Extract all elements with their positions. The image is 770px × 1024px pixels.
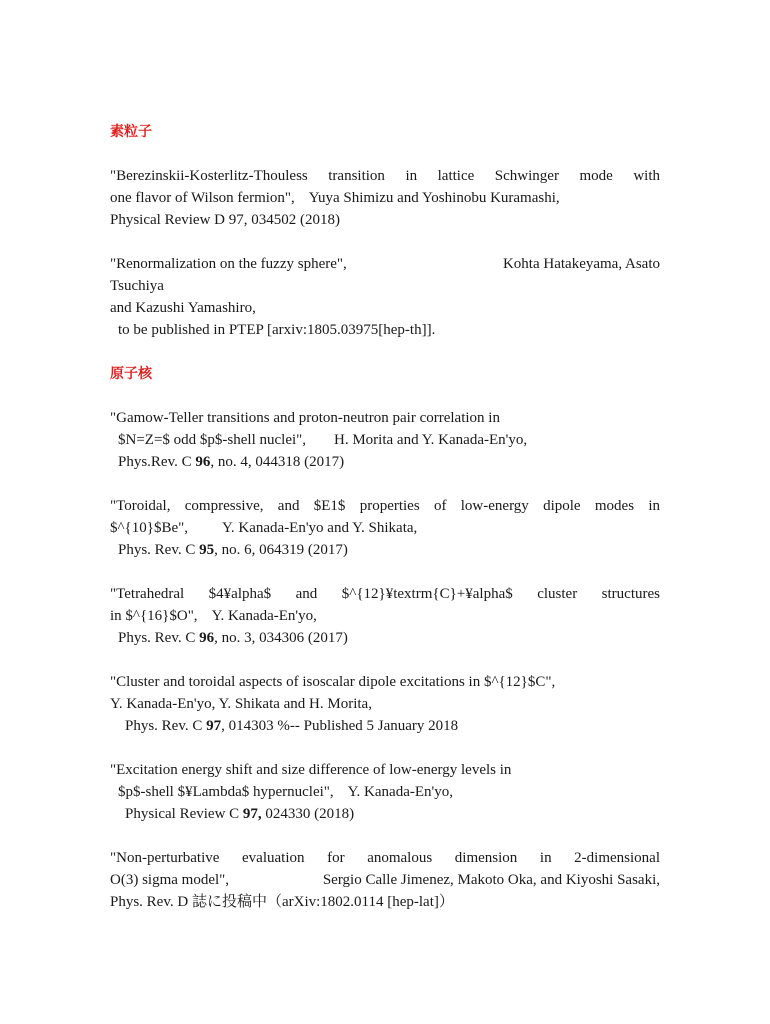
entry-authors-line: Y. Kanada-En'yo, Y. Shikata and H. Morita, (110, 696, 372, 712)
entry-title-authors-line (110, 781, 660, 803)
entry-authors: Y. Kanada-En'yo, (211, 608, 317, 624)
entry-journal-line (110, 715, 660, 737)
entry-title: one flavor of Wilson fermion", (110, 190, 295, 206)
entry-authors: Sergio Calle Jimenez, Makoto Oka, and Kiyoshi Sasaki, (322, 872, 660, 888)
entry-title: in $^{16}$O", (110, 608, 198, 624)
entry-journal: Phys. Rev. C (118, 542, 196, 558)
entry-title-authors-line (110, 517, 660, 539)
entry-volume: 95 (199, 542, 215, 558)
entry-title-line: "Tetrahedral $4¥alpha$ and $^{12}¥textrm{C}+¥alpha$ cluster structures (110, 586, 660, 602)
publication-entry (110, 847, 660, 913)
entry-title-authors-line (110, 429, 660, 451)
entry-journal-line (110, 627, 660, 649)
entry-issue: , no. 4, 044318 (2017) (210, 454, 345, 470)
publication-entry (110, 253, 660, 341)
entry-title: $^{10}$Be", (110, 520, 188, 536)
entry-issue: , no. 3, 034306 (2017) (214, 630, 348, 646)
entry-title: $p$-shell $¥Lambda$ hypernuclei", (118, 784, 334, 800)
entry-title-line: "Berezinskii-Kosterlitz-Thouless transition in lattice Schwinger mode with (110, 168, 660, 184)
entry-issue: , 014303 %-- Published 5 January 2018 (221, 718, 459, 734)
entry-title-authors-line (110, 253, 660, 275)
publication-entry (110, 407, 660, 473)
entry-issue: 024330 (2018) (265, 806, 355, 822)
entry-journal-line: Physical Review D 97, 034502 (2018) (110, 212, 340, 228)
entry-title-line: "Toroidal, compressive, and $E1$ properties of low-energy dipole modes in (110, 498, 660, 514)
entry-journal: Physical Review C (125, 806, 240, 822)
entry-title: $N=Z=$ odd $p$-shell nuclei", (118, 432, 307, 448)
entry-authors-continued: Tsuchiya (110, 278, 164, 294)
entry-title-authors-line (110, 869, 660, 891)
entry-authors: Yuya Shimizu and Yoshinobu Kuramashi, (308, 190, 560, 206)
entry-authors: Y. Kanada-En'yo, (347, 784, 453, 800)
entry-journal: Phys.Rev. C (118, 454, 192, 470)
section-heading-particle-physics: 素粒子 (110, 124, 152, 140)
entry-journal: Phys. Rev. C (125, 718, 203, 734)
entry-journal-line (110, 539, 660, 561)
entry-title-line: "Excitation energy shift and size difference of low-energy levels in (110, 762, 512, 778)
entry-journal-line (110, 891, 660, 913)
publication-entry (110, 759, 660, 825)
entry-status: 誌に投稿中（arXiv:1802.0114 [hep-lat]） (191, 894, 454, 910)
entry-journal-line (110, 451, 660, 473)
publication-entry (110, 495, 660, 561)
entry-authors-continued: and Kazushi Yamashiro, (110, 300, 256, 316)
publication-entry (110, 583, 660, 649)
entry-authors: H. Morita and Y. Kanada-En'yo, (334, 432, 528, 448)
publication-entry (110, 671, 660, 737)
section-heading-nuclear-physics: 原子核 (110, 366, 152, 382)
publication-entry (110, 165, 660, 231)
entry-volume: 96 (195, 454, 211, 470)
entry-journal: Phys. Rev. C (118, 630, 196, 646)
entry-journal: Phys. Rev. D (110, 894, 189, 910)
entry-volume: 97, (242, 806, 262, 822)
entry-title-line: "Cluster and toroidal aspects of isoscalar dipole excitations in $^{12}$C", (110, 674, 556, 690)
entry-title-line: "Non-perturbative evaluation for anomalous dimension in 2-dimensional (110, 850, 660, 866)
entry-title-line: "Gamow-Teller transitions and proton-neutron pair correlation in (110, 410, 500, 426)
entry-title: "Renormalization on the fuzzy sphere", (110, 256, 347, 272)
entry-journal-line (110, 803, 660, 825)
entry-issue: , no. 6, 064319 (2017) (214, 542, 348, 558)
entry-title: O(3) sigma model", (110, 872, 230, 888)
entry-title-authors-line (110, 605, 660, 627)
entry-title-authors-line (110, 187, 660, 209)
entry-authors: Y. Kanada-En'yo and Y. Shikata, (221, 520, 418, 536)
entry-volume: 96 (199, 630, 215, 646)
publication-list (110, 121, 660, 935)
entry-journal-line: to be published in PTEP [arxiv:1805.03975[hep-th]]. (118, 322, 436, 338)
entry-volume: 97 (206, 718, 222, 734)
entry-authors: Kohta Hatakeyama, Asato (502, 256, 660, 272)
